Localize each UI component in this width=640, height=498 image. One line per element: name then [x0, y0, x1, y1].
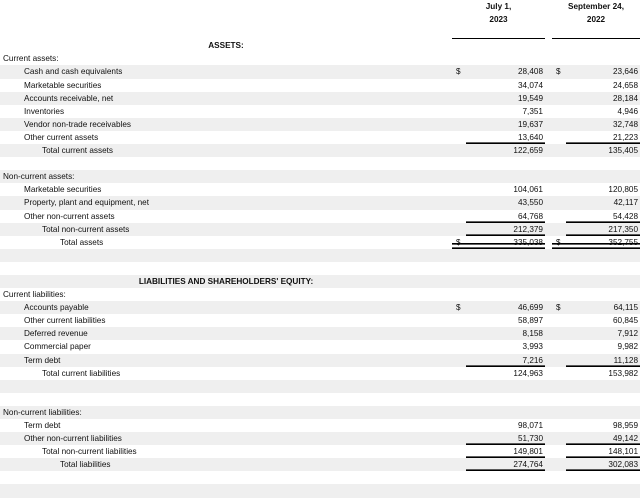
value-col1: 7,216 [466, 354, 545, 367]
table-row-current-assets-header [0, 52, 640, 65]
table-row-total-liabilities [0, 458, 640, 471]
value-col1: 34,074 [466, 79, 545, 92]
value-col2: 153,982 [566, 367, 640, 380]
value-col1: 64,768 [466, 210, 545, 223]
value-col2: 98,959 [566, 419, 640, 432]
table-row-term-debt-current [0, 354, 640, 367]
value-col2: 21,223 [566, 131, 640, 144]
value-col1: 98,071 [466, 419, 545, 432]
assets-title-row [0, 39, 640, 52]
value-col2: 120,805 [566, 183, 640, 196]
table-row-cash-and-cash-equivalents [0, 65, 640, 78]
row-label: Other non-current liabilities [0, 432, 452, 445]
row-label: Cash and cash equivalents [0, 65, 452, 78]
underline-gap [545, 26, 552, 39]
table-row-total-assets [0, 236, 640, 249]
currency-symbol-col1: $ [452, 236, 466, 249]
value-col2: 352,755 [566, 236, 640, 249]
value-col2: 49,142 [566, 432, 640, 445]
table-row-marketable-securities-noncurrent [0, 183, 640, 196]
liabilities-title-row [0, 275, 640, 288]
value-col2: 24,658 [566, 79, 640, 92]
row-label: Total assets [0, 236, 452, 249]
table-row-non-current-assets-header [0, 170, 640, 183]
row-label: Non-current assets: [0, 170, 452, 183]
row-label: Accounts receivable, net [0, 92, 452, 105]
value-col2: 148,101 [566, 445, 640, 458]
spacer-row [0, 262, 640, 275]
currency-symbol-col2: $ [552, 301, 566, 314]
header-date-1-line2: 2023 [489, 15, 508, 25]
spacer-row [0, 471, 640, 484]
table-row-total-current-assets [0, 144, 640, 157]
value-col1: 46,699 [466, 301, 545, 314]
value-col2: 42,117 [566, 196, 640, 209]
spacer-row [0, 249, 640, 262]
row-label: Marketable securities [0, 183, 452, 196]
table-row-accounts-receivable-net [0, 92, 640, 105]
row-label: Non-current liabilities: [0, 406, 452, 419]
row-label: Total liabilities [0, 458, 452, 471]
value-col2: 23,646 [566, 65, 640, 78]
value-col1: 7,351 [466, 105, 545, 118]
value-col2: 4,946 [566, 105, 640, 118]
row-label: Total current liabilities [0, 367, 452, 380]
row-label: Total current assets [0, 144, 452, 157]
row-label: Marketable securities [0, 79, 452, 92]
table-row-vendor-non-trade-receivables [0, 118, 640, 131]
row-label: Term debt [0, 419, 452, 432]
row-label: Total non-current liabilities [0, 445, 452, 458]
table-row-marketable-securities-current [0, 79, 640, 92]
column-header-date-2 [552, 0, 640, 26]
column-header-underline-row [0, 26, 640, 39]
row-label: Accounts payable [0, 301, 452, 314]
table-row-total-non-current-assets [0, 223, 640, 236]
spacer-row [0, 484, 640, 497]
row-label: Inventories [0, 105, 452, 118]
liabilities-equity-section-title: LIABILITIES AND SHAREHOLDERS' EQUITY: [0, 275, 452, 288]
row-label: Other current assets [0, 131, 452, 144]
column-header-rule-1 [452, 26, 545, 39]
value-col2: 7,912 [566, 327, 640, 340]
value-col1: 335,038 [466, 236, 545, 249]
currency-symbol-col2: $ [552, 65, 566, 78]
assets-section-title: ASSETS: [0, 39, 452, 52]
table-row-property-plant-equipment-net [0, 196, 640, 209]
spacer-row [0, 157, 640, 170]
header-date-1-line1: July 1, [485, 2, 512, 11]
table-row-total-current-liabilities [0, 367, 640, 380]
header-gap [545, 0, 552, 26]
value-col2: 60,845 [566, 314, 640, 327]
spacer-row [0, 393, 640, 406]
value-col2: 28,184 [566, 92, 640, 105]
row-label: Vendor non-trade receivables [0, 118, 452, 131]
table-row-commercial-paper [0, 340, 640, 353]
row-label: Deferred revenue [0, 327, 452, 340]
value-col1: 104,061 [466, 183, 545, 196]
column-header-row [0, 0, 640, 26]
value-col1: 58,897 [466, 314, 545, 327]
row-label: Term debt [0, 354, 452, 367]
table-row-deferred-revenue [0, 327, 640, 340]
currency-symbol-col2: $ [552, 236, 566, 249]
value-col1: 274,764 [466, 458, 545, 471]
value-col1: 124,963 [466, 367, 545, 380]
value-col2: 9,982 [566, 340, 640, 353]
table-row-current-liabilities-header [0, 288, 640, 301]
value-col1: 212,379 [466, 223, 545, 236]
table-row-inventories [0, 105, 640, 118]
value-col1: 43,550 [466, 196, 545, 209]
value-col2: 302,083 [566, 458, 640, 471]
value-col2: 217,350 [566, 223, 640, 236]
table-row-non-current-liabilities-header [0, 406, 640, 419]
header-date-2-line2: 2022 [586, 15, 606, 25]
row-label: Current assets: [0, 52, 452, 65]
row-label: Other non-current assets [0, 210, 452, 223]
column-header-date-1 [452, 0, 545, 26]
value-col1: 19,549 [466, 92, 545, 105]
value-col2: 11,128 [566, 354, 640, 367]
value-col1: 19,637 [466, 118, 545, 131]
value-col1: 51,730 [466, 432, 545, 445]
row-label: Total non-current assets [0, 223, 452, 236]
value-col1: 3,993 [466, 340, 545, 353]
value-col1: 13,640 [466, 131, 545, 144]
table-row-other-current-assets [0, 131, 640, 144]
value-col1: 149,801 [466, 445, 545, 458]
value-col2: 54,428 [566, 210, 640, 223]
currency-symbol-col1: $ [452, 65, 466, 78]
row-label: Current liabilities: [0, 288, 452, 301]
row-label: Commercial paper [0, 340, 452, 353]
row-label: Other current liabilities [0, 314, 452, 327]
value-col2: 135,405 [566, 144, 640, 157]
value-col2: 32,748 [566, 118, 640, 131]
header-date-2-line1: September 24, [568, 2, 624, 11]
table-row-total-non-current-liabilities [0, 445, 640, 458]
header-spacer [0, 0, 452, 26]
underline-spacer [0, 26, 452, 39]
table-row-other-non-current-assets [0, 210, 640, 223]
column-header-rule-2 [552, 26, 640, 39]
value-col2: 64,115 [566, 301, 640, 314]
row-label: Property, plant and equipment, net [0, 196, 452, 209]
table-row-other-current-liabilities [0, 314, 640, 327]
spacer-row [0, 380, 640, 393]
table-row-accounts-payable [0, 301, 640, 314]
table-row-other-non-current-liabilities [0, 432, 640, 445]
value-col1: 122,659 [466, 144, 545, 157]
value-col1: 28,408 [466, 65, 545, 78]
currency-symbol-col1: $ [452, 301, 466, 314]
value-col1: 8,158 [466, 327, 545, 340]
